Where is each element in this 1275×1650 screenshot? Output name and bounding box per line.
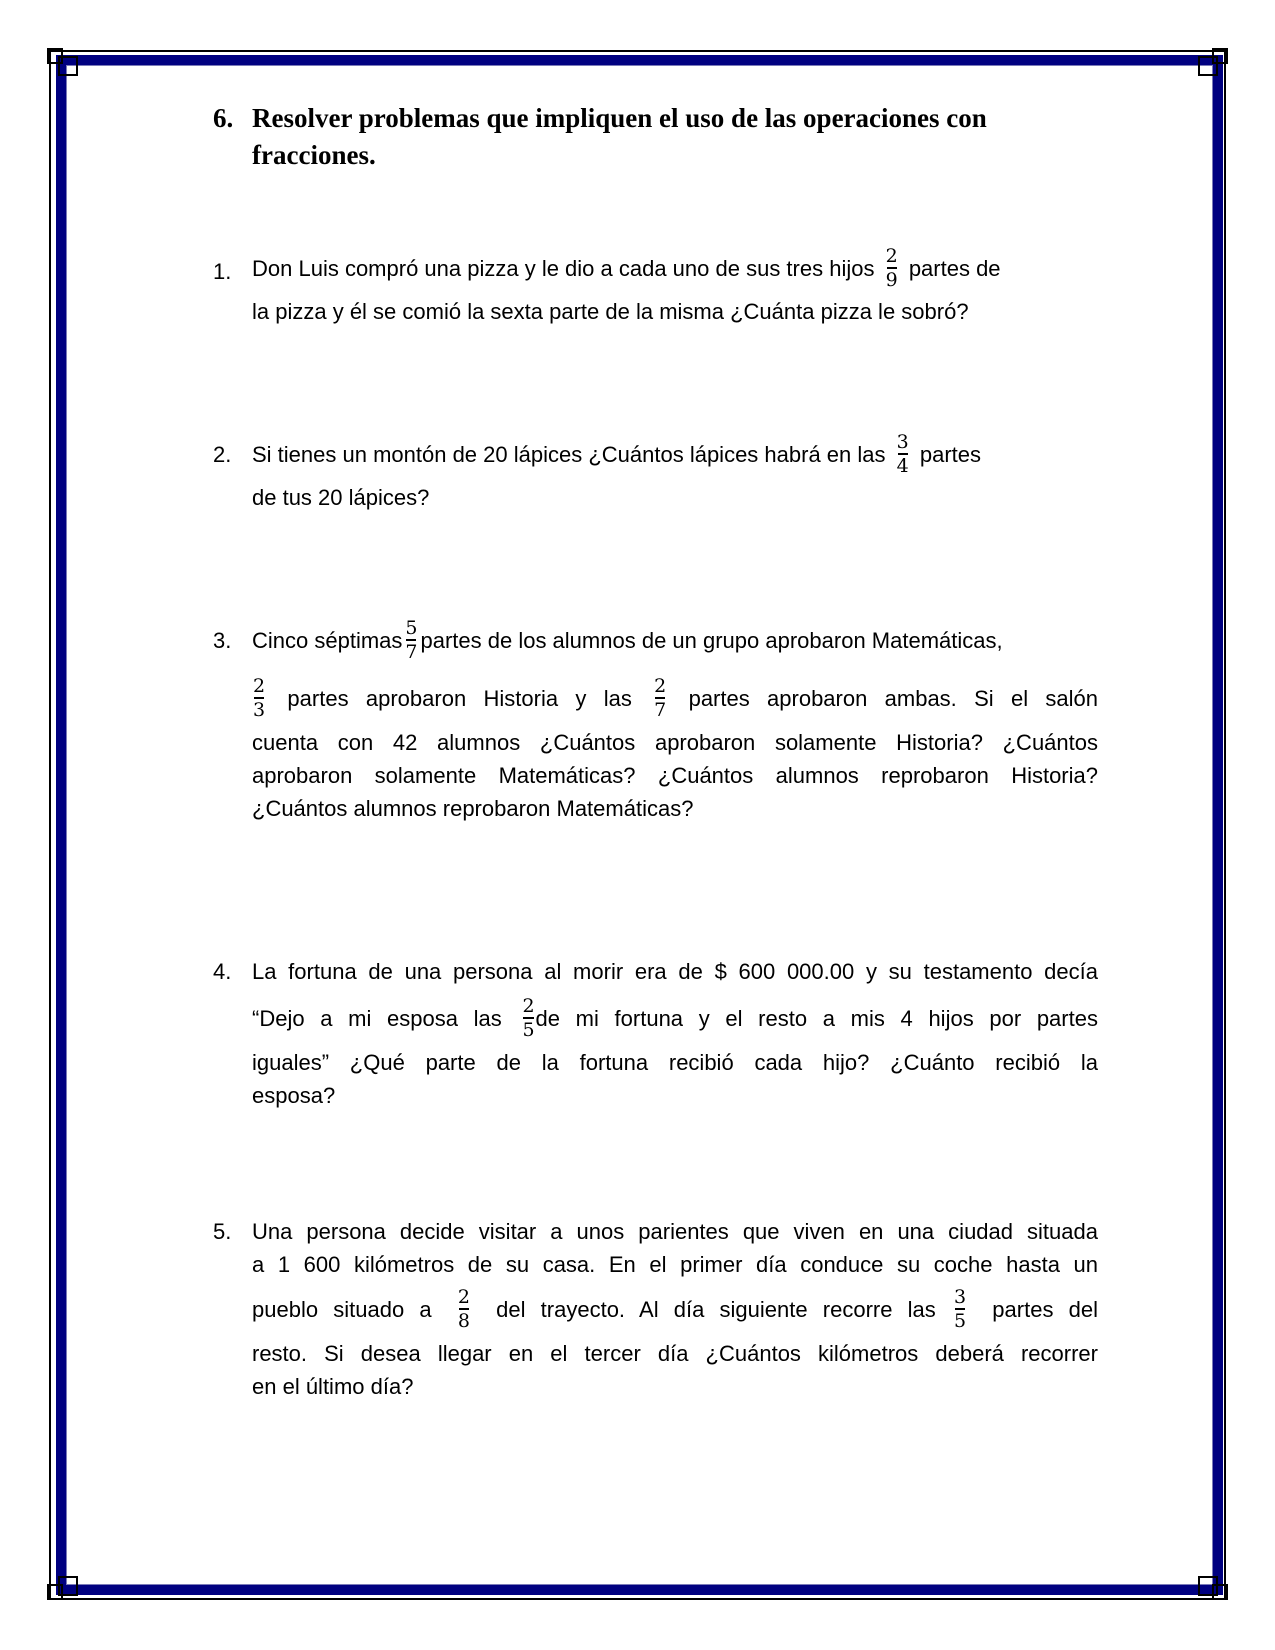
- problem-text: “Dejo a mi esposa las: [252, 1006, 502, 1031]
- problem-line: a 1 600 kilómetros de su casa. En el primer día conduce su coche hasta un: [252, 1252, 1098, 1277]
- problem-text: partes aprobaron Historia y las: [287, 686, 632, 711]
- numerator: 2: [253, 675, 266, 698]
- denominator: 5: [522, 1019, 535, 1042]
- numerator: 2: [654, 675, 667, 698]
- problem-text: de mi fortuna y el resto a mis 4 hijos por partes: [535, 1006, 1098, 1031]
- problem-text: partes de: [908, 256, 1001, 281]
- fraction-2-8: [457, 1287, 471, 1331]
- numerator: 5: [405, 617, 418, 640]
- fraction-2-5: [521, 996, 535, 1040]
- problem-line: esposa?: [252, 1083, 336, 1108]
- fraction-2-3: [252, 676, 266, 720]
- denominator: 5: [954, 1310, 967, 1333]
- numerator: 2: [522, 995, 535, 1018]
- fraction-2-7: [653, 676, 667, 720]
- fraction-3-4: [896, 432, 910, 476]
- problem-number: 4.: [213, 959, 232, 984]
- problem-text: partes de los alumnos de un grupo aprobaron Matemáticas,: [420, 628, 1003, 653]
- problem-text: pueblo situado a: [252, 1297, 432, 1322]
- problem-text: del trayecto. Al día siguiente recorre las: [496, 1297, 936, 1322]
- problem-text: Cinco séptimas: [252, 628, 403, 653]
- problem-text: partes del: [992, 1297, 1098, 1322]
- problem-line: [252, 244, 1098, 294]
- problem-line: la pizza y él se comió la sexta parte de la misma ¿Cuánta pizza le sobró?: [252, 299, 969, 324]
- problem-number: 1.: [213, 259, 232, 284]
- problem-line: ¿Cuántos alumnos reprobaron Matemáticas?: [252, 796, 694, 821]
- problem-4: [213, 955, 1098, 1112]
- problem-line: Una persona decide visitar a unos parientes que viven en una ciudad situada: [252, 1219, 1098, 1244]
- denominator: 3: [253, 699, 266, 722]
- problem-text: partes: [919, 442, 981, 467]
- denominator: 4: [896, 455, 909, 478]
- problem-number: 3.: [213, 628, 232, 653]
- corner-ornament-top-right-small: [1212, 48, 1228, 64]
- denominator: 8: [457, 1310, 470, 1333]
- problem-line: [252, 616, 1098, 666]
- problem-1: [213, 244, 1098, 327]
- fraction-2-9: [885, 246, 899, 290]
- problem-number: 2.: [213, 442, 232, 467]
- numerator: 2: [885, 245, 898, 268]
- numerator: 2: [457, 1286, 470, 1309]
- corner-ornament-top-left-small: [47, 48, 63, 64]
- fraction-5-7: [404, 618, 418, 662]
- numerator: 3: [896, 431, 909, 454]
- problem-text: Don Luis compró una pizza y le dio a cada uno de sus tres hijos: [252, 256, 875, 281]
- problem-line: de tus 20 lápices?: [252, 485, 430, 510]
- numerator: 3: [954, 1286, 967, 1309]
- fraction-3-5: [953, 1287, 967, 1331]
- heading-number: 6.: [213, 103, 234, 133]
- problem-3: [213, 616, 1098, 825]
- problem-text: Si tienes un montón de 20 lápices ¿Cuántos lápices habrá en las: [252, 442, 886, 467]
- problem-line: [252, 992, 1098, 1046]
- problem-5: [213, 1215, 1098, 1403]
- problem-line: en el último día?: [252, 1374, 414, 1399]
- problem-line: resto. Si desea llegar en el tercer día ¿Cuántos kilómetros deberá recorrer: [252, 1341, 1098, 1366]
- section-heading: [213, 100, 1093, 174]
- problem-line: [252, 430, 1098, 480]
- problem-line: [252, 672, 1098, 726]
- corner-ornament-bottom-left-small: [47, 1584, 63, 1600]
- problem-text: partes aprobaron ambas. Si el salón: [688, 686, 1099, 711]
- problem-line: La fortuna de una persona al morir era de $ 600 000.00 y su testamento decía: [252, 959, 1098, 984]
- problem-line: aprobaron solamente Matemáticas? ¿Cuántos alumnos reprobaron Historia?: [252, 763, 1098, 788]
- corner-ornament-bottom-right-small: [1212, 1584, 1228, 1600]
- problem-line: iguales” ¿Qué parte de la fortuna recibió cada hijo? ¿Cuánto recibió la: [252, 1050, 1098, 1075]
- problem-line: [252, 1283, 1098, 1337]
- heading-text: Resolver problemas que impliquen el uso de las operaciones con fracciones.: [252, 103, 987, 170]
- denominator: 7: [654, 699, 667, 722]
- problem-2: [213, 430, 1098, 513]
- denominator: 9: [885, 269, 898, 292]
- problem-line: cuenta con 42 alumnos ¿Cuántos aprobaron solamente Historia? ¿Cuántos: [252, 730, 1098, 755]
- denominator: 7: [405, 641, 418, 664]
- problem-number: 5.: [213, 1219, 232, 1244]
